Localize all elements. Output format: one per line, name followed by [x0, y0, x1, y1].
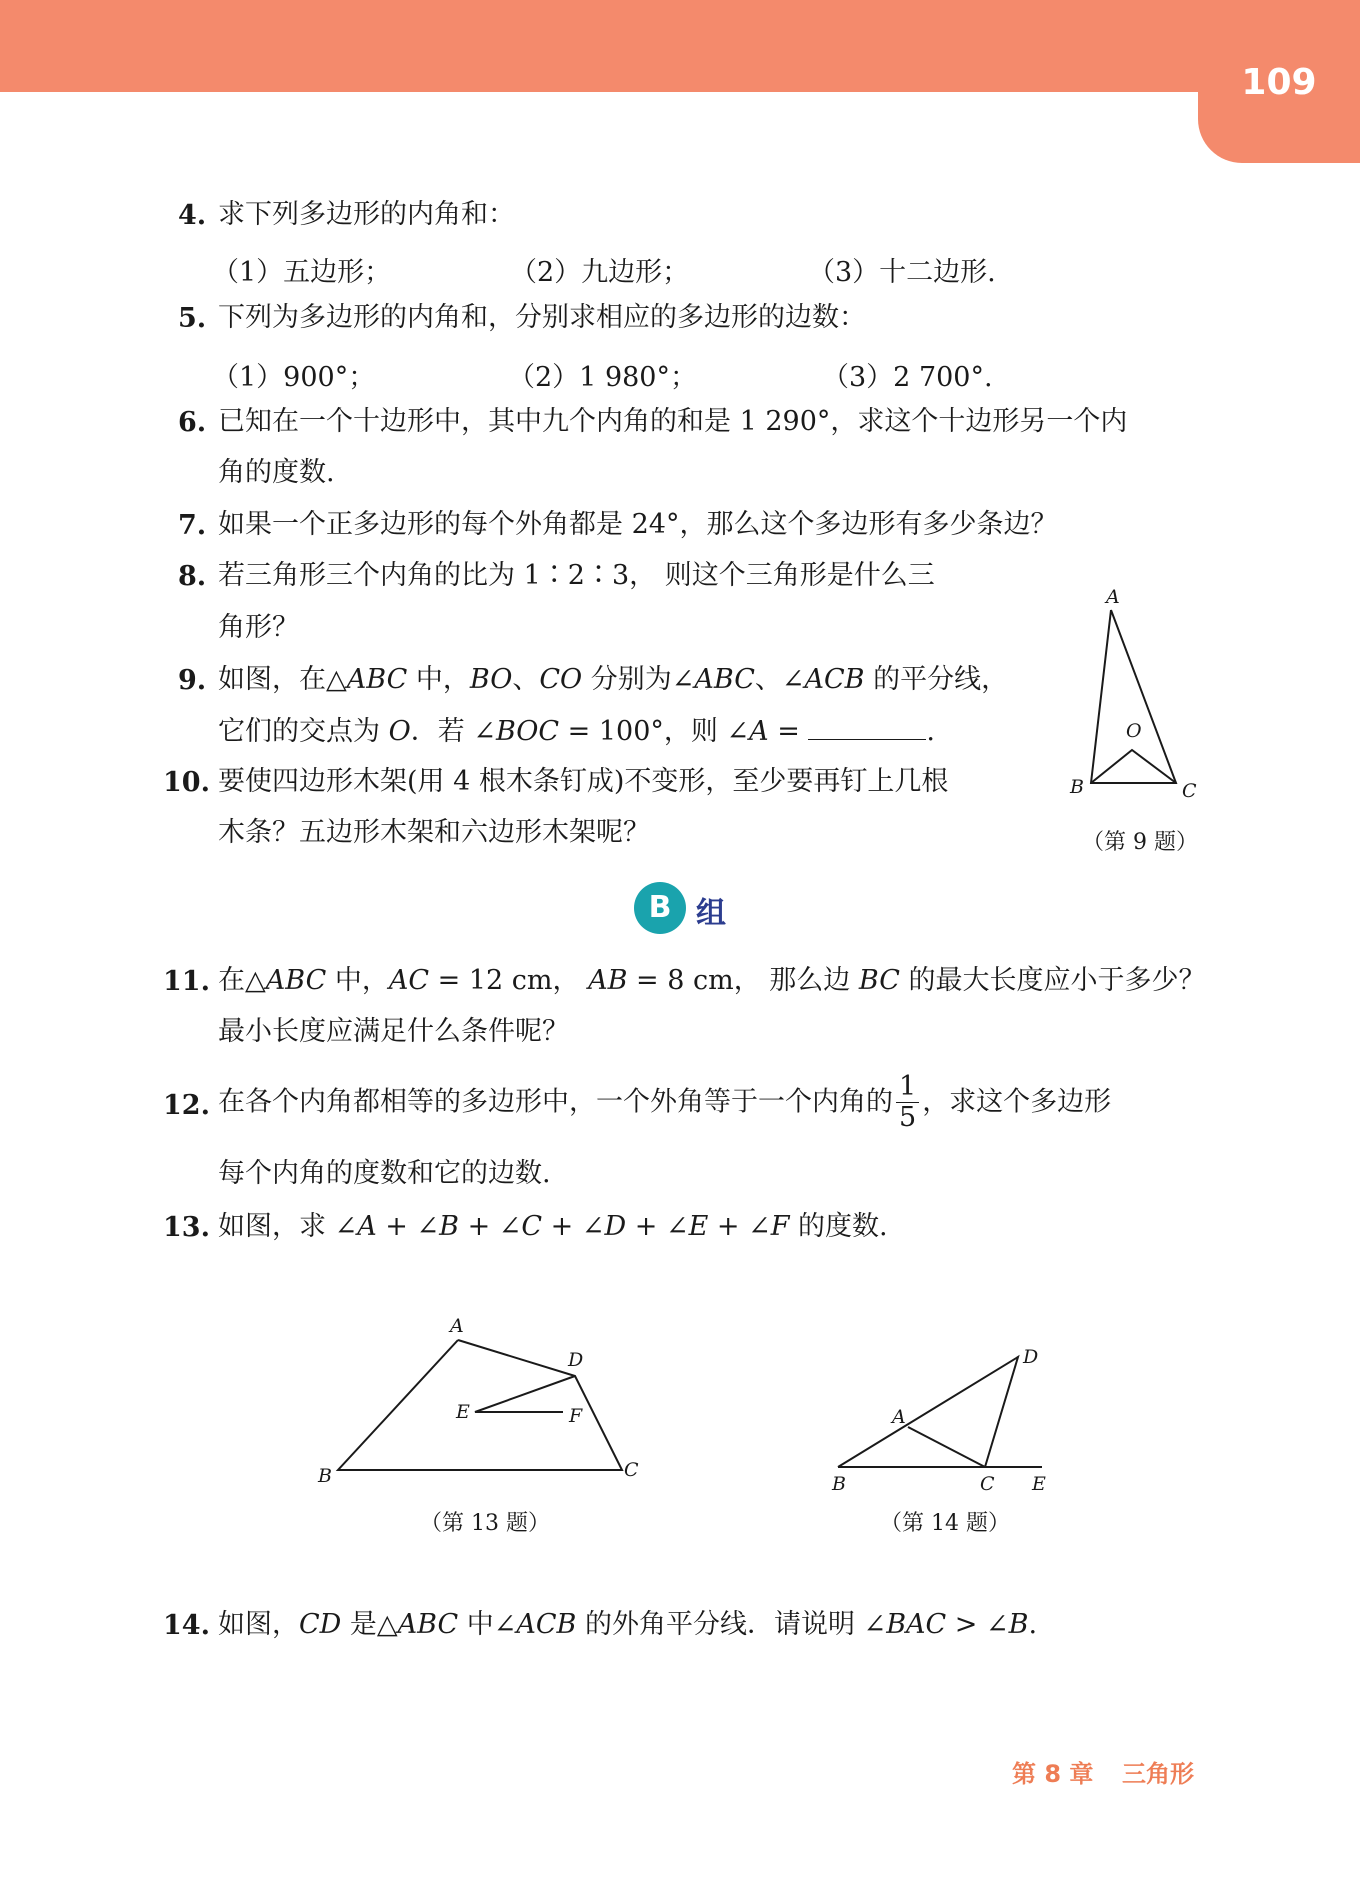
figure-9-caption: （第 9 题） [1082, 830, 1198, 855]
page-number: 109 [1241, 62, 1317, 103]
fig14-label-C: C [980, 1473, 995, 1495]
problem-4-item-1: （1）五边形； [212, 257, 392, 288]
problem-6-line-2: 角的度数. [218, 457, 335, 488]
problem-number: 12. [163, 1090, 210, 1121]
problem-4-item-2: （2）九边形； [510, 257, 690, 288]
problem-11-line-2: 最小长度应满足什么条件呢？ [218, 1016, 569, 1047]
problem-5-item-2: （2）1 980°； [508, 362, 697, 393]
footer-chapter: 第 8 章 [1012, 1760, 1094, 1788]
problem-10-line-1: 要使四边形木架(用 4 根木条钉成)不变形，至少要再钉上几根 [218, 766, 949, 797]
problem-number: 14. [163, 1610, 210, 1641]
fig13-label-A: A [450, 1315, 464, 1337]
problem-8-line-2: 角形？ [218, 612, 299, 643]
answer-blank [808, 717, 926, 740]
problem-number: 7. [178, 510, 207, 541]
problem-14-text: 如图，CD 是△ABC 中∠ACB 的外角平分线．请说明 ∠BAC > ∠B. [218, 1609, 1038, 1640]
fig9-label-O: O [1126, 720, 1142, 742]
problem-10-line-2: 木条？五边形木架和六边形木架呢？ [218, 817, 650, 848]
fig9-label-A: A [1106, 586, 1120, 608]
problem-6-line-1: 已知在一个十边形中，其中九个内角的和是 1 290°，求这个十边形另一个内 [218, 406, 1128, 437]
problem-number: 5. [178, 303, 207, 334]
problem-9-line-2: 它们的交点为 O．若 ∠BOC = 100°，则 ∠A = . [218, 716, 936, 747]
fig13-label-E: E [456, 1401, 470, 1423]
problem-11-line-1: 在△ABC 中，AC = 12 cm， AB = 8 cm， 那么边 BC 的最大长度应小于多少？ [218, 965, 1206, 996]
fig13-label-F: F [569, 1405, 583, 1427]
group-b-badge: B [634, 882, 686, 934]
figure-13-caption: （第 13 题） [420, 1511, 550, 1536]
fig14-label-B: B [832, 1473, 846, 1495]
fig13-label-C: C [624, 1459, 639, 1481]
problem-number: 10. [163, 767, 210, 798]
problem-5-item-1: （1）900°； [212, 362, 376, 393]
problem-4-text: 求下列多边形的内角和： [218, 199, 515, 230]
fig9-label-C: C [1182, 780, 1197, 802]
problem-9-line-1: 如图，在△ABC 中，BO、CO 分别为∠ABC、∠ACB 的平分线， [218, 664, 1009, 695]
problem-5-item-3: （3）2 700°. [822, 362, 993, 393]
fig14-label-D: D [1023, 1346, 1039, 1368]
fig13-label-B: B [318, 1465, 332, 1485]
problem-4-item-3: （3）十二边形. [808, 257, 996, 288]
group-b-label: 组 [696, 896, 726, 931]
problem-8-line-1: 若三角形三个内角的比为 1∶2∶3， 则这个三角形是什么三 [218, 560, 935, 591]
problem-number: 9. [178, 665, 207, 696]
problem-12-line-1: 在各个内角都相等的多边形中，一个外角等于一个内角的 $\frac{1}{5}$ ，求这个多边形 [218, 1071, 1112, 1133]
fig14-label-E: E [1032, 1473, 1046, 1495]
problem-12-line-2: 每个内角的度数和它的边数. [218, 1158, 551, 1189]
problem-number: 11. [163, 966, 210, 997]
problem-7-text: 如果一个正多边形的每个外角都是 24°，那么这个多边形有多少条边？ [218, 509, 1058, 540]
problem-13-text: 如图，求 ∠A + ∠B + ∠C + ∠D + ∠E + ∠F 的度数. [218, 1211, 888, 1242]
fraction-one-fifth: $\frac{1}{5}$ [896, 1072, 919, 1132]
problem-5-text: 下列为多边形的内角和，分别求相应的多边形的边数： [218, 302, 866, 333]
footer-chapter-title: 三角形 [1122, 1760, 1194, 1788]
problem-number: 6. [178, 407, 207, 438]
header-band [0, 0, 1360, 92]
fig14-label-A: A [892, 1406, 906, 1428]
figure-9-triangle [1060, 585, 1220, 810]
fig9-label-B: B [1070, 776, 1084, 798]
figure-14 [820, 1335, 1080, 1495]
problem-number: 13. [163, 1212, 210, 1243]
problem-number: 4. [178, 200, 207, 231]
figure-14-caption: （第 14 题） [880, 1511, 1010, 1536]
problem-number: 8. [178, 561, 207, 592]
fig13-label-D: D [568, 1349, 584, 1371]
figure-13 [310, 1310, 650, 1485]
